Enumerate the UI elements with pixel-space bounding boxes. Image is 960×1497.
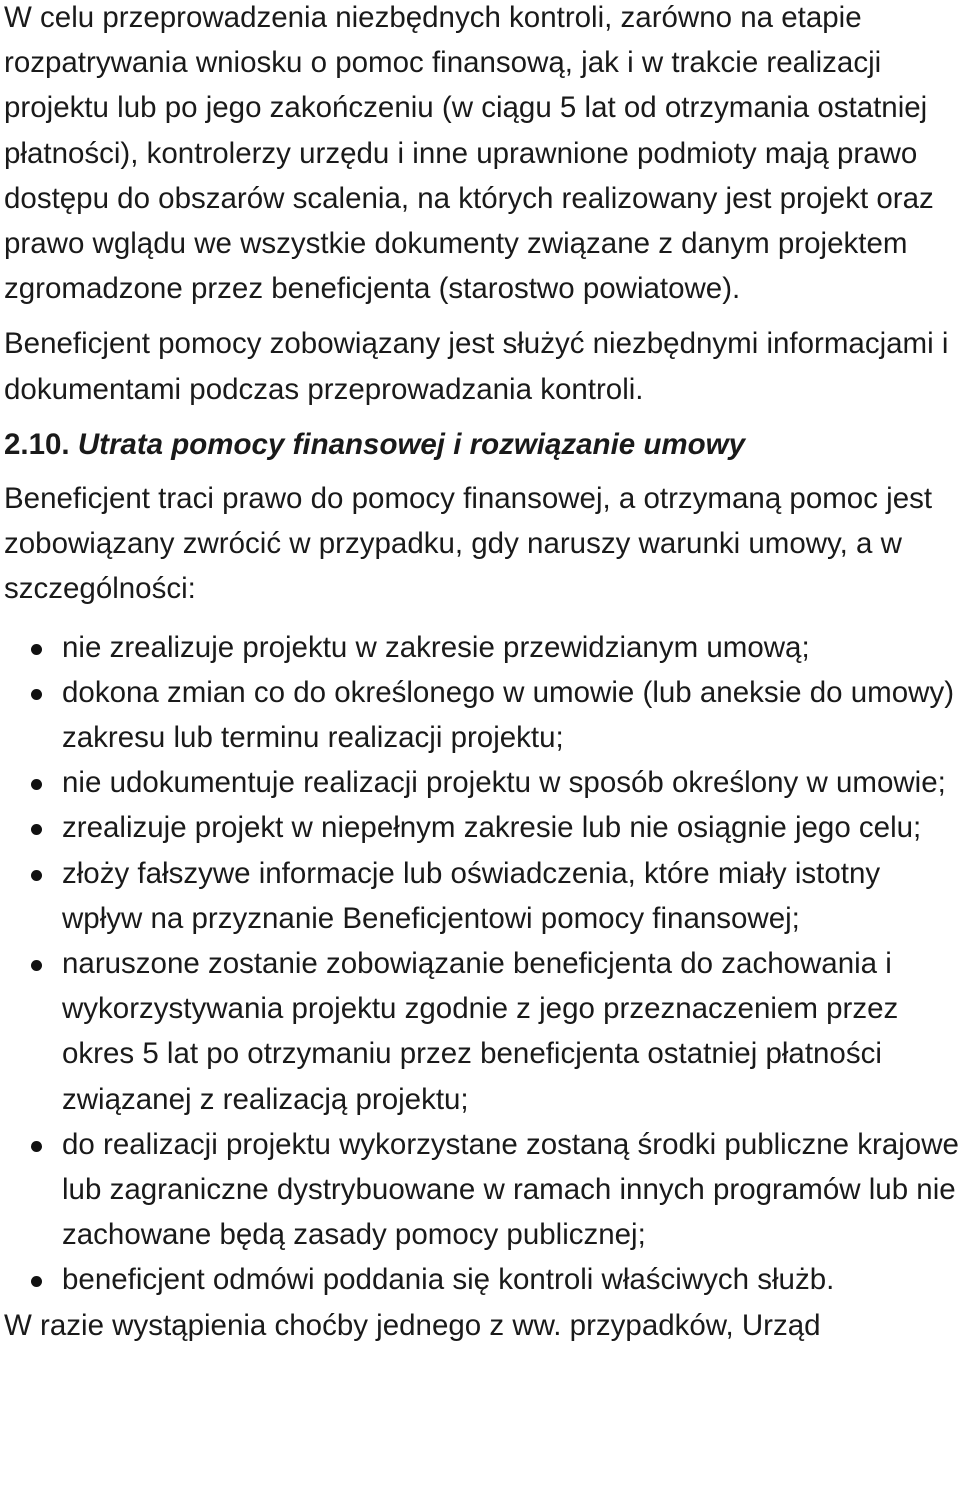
- list-item: [4, 941, 960, 1122]
- list-item: [4, 1257, 960, 1302]
- bullet-icon: [31, 644, 42, 655]
- bullet-icon: [31, 1276, 42, 1287]
- list-item: [4, 625, 960, 670]
- list-item-text: do realizacji projektu wykorzystane zostaną środki publiczne krajowe lub zagraniczne dystrybuowane w ramach innych programów lub nie zachowane będą zasady pomocy publicznej;: [62, 1127, 959, 1252]
- list-item: [4, 760, 960, 805]
- bullet-icon: [31, 689, 42, 700]
- intro-paragraph: W celu przeprowadzenia niezbędnych kontroli, zarówno na etapie rozpatrywania wniosku o pomoc finansową, jak i w trakcie realizacji projektu lub po jego zakończeniu (w ciągu 5 lat od otrzymania ostatniej płatności), kontrolerzy urzędu i inne uprawnione podmioty mają prawo dostępu do obszarów scalenia, na których realizowany jest projekt oraz prawo wglądu we wszystkie dokumenty związane z danym projektem zgromadzone przez beneficjenta (starostwo powiatowe).: [4, 1, 934, 306]
- list-item-text: nie udokumentuje realizacji projektu w sposób określony w umowie;: [62, 766, 946, 800]
- list-item-text: złoży fałszywe informacje lub oświadczenia, które miały istotny wpływ na przyznanie Beneficjentowi pomocy finansowej;: [62, 856, 881, 935]
- bullet-icon: [31, 870, 42, 881]
- section-heading: [4, 422, 960, 467]
- bullet-icon: [31, 1141, 42, 1152]
- list-item-text: dokona zmian co do określonego w umowie (lub aneksie do umowy) zakresu lub terminu realizacji projektu;: [62, 675, 955, 755]
- conditions-list: [4, 625, 960, 1303]
- list-item-text: nie zrealizuje projektu w zakresie przewidzianym umową;: [62, 630, 810, 664]
- list-item-text: zrealizuje projekt w niepełnym zakresie lub nie osiągnie jego celu;: [62, 811, 922, 845]
- list-item: [4, 670, 960, 760]
- list-item: [4, 1122, 960, 1258]
- bullet-icon: [31, 779, 42, 790]
- list-item: [4, 805, 960, 850]
- bullet-icon: [31, 960, 42, 971]
- closing-paragraph: W razie wystąpienia choćby jednego z ww. przypadków, Urząd: [4, 1308, 821, 1342]
- section-title: Utrata pomocy finansowej i rozwiązanie umowy: [77, 427, 745, 461]
- list-item: [4, 851, 960, 941]
- list-item-text: naruszone zostanie zobowiązanie beneficjenta do zachowania i wykorzystywania projektu zgodnie z jego przeznaczeniem przez okres 5 lat po otrzymaniu przez beneficjenta ostatniej płatności związanej z realizacją projektu;: [62, 947, 899, 1116]
- bullet-icon: [31, 824, 42, 835]
- list-item-text: beneficjent odmówi poddania się kontroli właściwych służb.: [62, 1263, 835, 1297]
- section-number: 2.10.: [4, 427, 70, 461]
- section-intro-paragraph: Beneficjent traci prawo do pomocy finansowej, a otrzymaną pomoc jest zobowiązany zwrócić w przypadku, gdy naruszy warunki umowy, a w szczególności:: [4, 482, 933, 606]
- document-page: [4, 0, 960, 1348]
- obligation-paragraph: Beneficjent pomocy zobowiązany jest służyć niezbędnymi informacjami i dokumentami podczas przeprowadzania kontroli.: [4, 327, 949, 406]
